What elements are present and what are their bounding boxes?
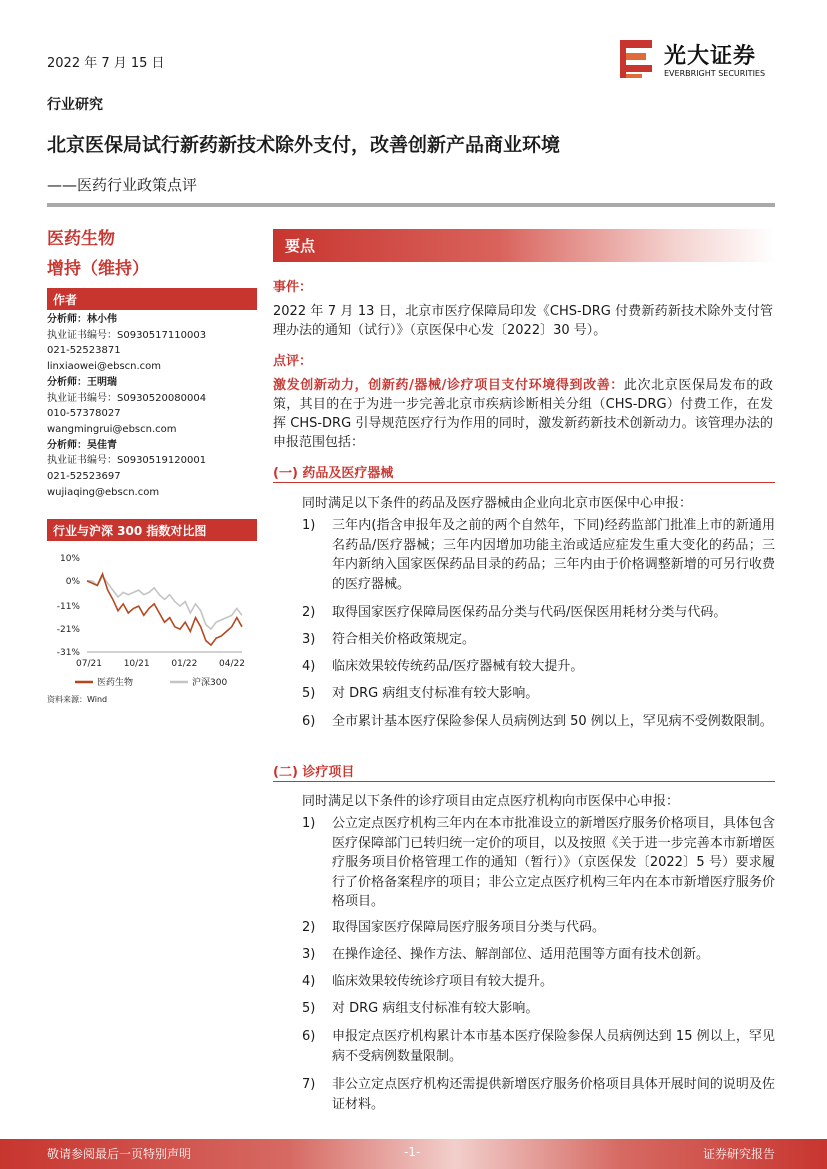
comment-label: 点评： (273, 354, 313, 369)
key-points-title: 要点 (285, 237, 316, 255)
chart-svg (47, 546, 257, 706)
analyst-cert: S0930519120001 (117, 455, 207, 467)
list-item-text: 全市累计基本医疗保险参保人员病例达到 50 例以上，罕见病不受例数限制。 (332, 714, 773, 729)
analyst-email[interactable]: wangmingrui@ebscn.com (47, 423, 177, 435)
author-heading-label: 作者 (53, 293, 78, 307)
list-item-number: 6) (302, 1029, 316, 1044)
comment-highlight: 激发创新动力，创新药/器械/诊疗项目支付环境得到改善： (273, 378, 624, 393)
header-divider (47, 203, 775, 207)
list-item-number: 1) (302, 518, 316, 533)
analyst-cert: S0930520080004 (117, 392, 207, 404)
analyst-name: 林小伟 (87, 314, 117, 325)
list-item-text: 取得国家医疗保障局医保药品分类与代码/医保医用耗材分类与代码。 (332, 605, 727, 620)
analyst-cert: S0930517110003 (117, 329, 207, 341)
y-tick-label: 10% (59, 554, 80, 564)
list-item (302, 516, 775, 594)
x-tick-label: 04/22 (219, 659, 245, 669)
list-item-number: 1) (302, 816, 316, 831)
analyst-cert-label: 执业证书编号： (47, 329, 117, 341)
list-item (302, 999, 775, 1019)
list-item (302, 603, 775, 623)
footer-report-type: 证券研究报告 (703, 1147, 776, 1161)
analyst-name: 王明瑞 (87, 376, 117, 388)
section2-intro: 同时满足以下条件的诊疗项目由定点医疗机构向市医保中心申报： (302, 794, 680, 809)
y-tick-label: -31% (56, 648, 80, 658)
list-item-text: 申报定点医疗机构累计本市基本医疗保险参保人员病例达到 15 例以上，罕见病不受病例数量限制。 (332, 1029, 775, 1064)
list-item (302, 945, 775, 965)
analyst-block (47, 438, 257, 501)
list-item-number: 3) (302, 632, 316, 647)
y-tick-label: -11% (56, 602, 80, 613)
event-text: 2022 年 7 月 13 日，北京市医疗保障局印发《CHS-DRG 付费新药新技术除外支付管理办法的通知（试行）》（京医保中心发〔2022〕30 号）。 (273, 304, 773, 338)
analyst-cert-label: 执业证书编号： (47, 455, 117, 467)
comment-text: 此次北京医保局发布的政策，其目的在于为进一步完善北京市疾病诊断相关分组（CHS-DRG）付费工作，在发挥 CHS-DRG 引导规范医疗行为作用的同时，激发新药新技术创新动力。该管理办法的申报范围包括： (273, 378, 773, 450)
section2-divider (273, 781, 775, 782)
logo-mark-icon (618, 38, 658, 82)
list-item-text: 符合相关价格政策规定。 (332, 632, 476, 647)
analyst-phone: 021-52523871 (47, 345, 121, 357)
list-item (302, 1075, 775, 1114)
logo-text-en: EVERBRIGHT SECURITIES (664, 69, 766, 78)
list-item-number: 2) (302, 920, 316, 935)
analyst-phone: 010-57378027 (47, 408, 121, 420)
list-item-number: 2) (302, 605, 316, 620)
analyst-label: 分析师： (47, 376, 87, 388)
index-comparison-chart (47, 546, 257, 706)
list-item-text: 取得国家医疗保障局医疗服务项目分类与代码。 (332, 920, 606, 935)
list-item-text: 公立定点医疗机构三年内在本市批准设立的新增医疗服务价格项目，具体包含医疗保障部门已转归统一定价的项目，以及按照《关于进一步完善本市新增医疗服务项目价格管理工作的通知（暂行）》（京医保发〔2022〕5 号）要求履行了价格备案程序的项目；非公立定点医疗机构三年内在本市新增医疗服务价格项目。 (332, 816, 775, 909)
list-item (302, 972, 775, 992)
list-item-text: 在操作途径、操作方法、解剖部位、适用范围等方面有技术创新。 (332, 947, 710, 962)
analyst-cert-label: 执业证书编号： (47, 392, 117, 404)
list-item-number: 4) (302, 659, 316, 674)
section2-title: (二) 诊疗项目 (273, 765, 355, 780)
analyst-name: 吴佳青 (87, 439, 117, 451)
chart-source: 资料来源：Wind (47, 695, 108, 704)
report-date: 2022 年 7 月 15 日 (47, 56, 165, 71)
y-tick-label: 0% (65, 576, 80, 587)
report-category: 行业研究 (47, 97, 103, 113)
section1-title: (一) 药品及医疗器械 (273, 466, 394, 481)
list-item (302, 684, 775, 704)
list-item-number: 5) (302, 1001, 316, 1016)
key-points-band (273, 229, 775, 262)
company-logo (618, 38, 778, 82)
y-tick-label: -21% (56, 625, 80, 636)
list-item-text: 对 DRG 病组支付标准有较大影响。 (332, 686, 539, 701)
event-label: 事件： (273, 280, 313, 295)
list-item-number: 3) (302, 947, 316, 962)
chart-heading (47, 519, 257, 541)
list-item-text: 对 DRG 病组支付标准有较大影响。 (332, 1001, 539, 1016)
legend-label: 沪深300 (192, 678, 228, 688)
author-heading (47, 288, 257, 310)
list-item (302, 657, 775, 677)
x-tick-label: 10/21 (123, 659, 150, 669)
list-item-number: 4) (302, 974, 316, 989)
list-item (302, 630, 775, 650)
list-item-number: 7) (302, 1077, 316, 1092)
list-item-number: 6) (302, 714, 316, 729)
analyst-block (47, 312, 257, 375)
section1-intro: 同时满足以下条件的药品及医疗器械由企业向北京市医保中心申报： (302, 496, 693, 511)
sector-name: 医药生物 (47, 229, 115, 249)
list-item (302, 712, 775, 732)
list-item (302, 1027, 775, 1066)
list-item (302, 814, 775, 912)
analyst-phone: 021-52523697 (47, 471, 121, 483)
list-item-text: 临床效果较传统药品/医疗器械有较大提升。 (332, 659, 584, 674)
page-number: -1- (404, 1145, 421, 1159)
chart-heading-label: 行业与沪深 300 指数对比图 (53, 524, 207, 538)
report-subtitle: ——医药行业政策点评 (47, 176, 198, 194)
list-item (302, 918, 775, 938)
analyst-label: 分析师： (47, 439, 87, 451)
legend-label: 医药生物 (97, 678, 134, 688)
series-line-pharma (87, 574, 242, 645)
list-item-text: 非公立定点医疗机构还需提供新增医疗服务价格项目具体开展时间的说明及佐证材料。 (332, 1077, 775, 1112)
list-item-number: 5) (302, 686, 316, 701)
footer-disclaimer[interactable]: 敬请参阅最后一页特别声明 (47, 1147, 192, 1161)
x-tick-label: 01/22 (171, 659, 198, 669)
analyst-email[interactable]: wujiaqing@ebscn.com (47, 486, 160, 498)
list-item-text: 临床效果较传统诊疗项目有较大提升。 (332, 974, 554, 989)
x-tick-label: 07/21 (76, 659, 102, 669)
analyst-email[interactable]: linxiaowei@ebscn.com (47, 361, 162, 373)
sector-rating: 增持（维持） (47, 259, 149, 279)
analyst-label: 分析师： (47, 314, 87, 325)
section1-divider (273, 482, 775, 483)
analyst-list (47, 312, 257, 500)
comment-paragraph (273, 376, 773, 452)
report-title: 北京医保局试行新药新技术除外支付，改善创新产品商业环境 (47, 134, 561, 156)
page-footer (0, 1139, 827, 1169)
list-item-text: 三年内(指含申报年及之前的两个自然年，下同)经药监部门批准上市的新通用名药品/医疗器械；三年内因增加功能主治或适应症发生重大变化的药品；三年内新纳入国家医保药品目录的药品；三年内由于价格调整新增的可另行收费的医疗器械。 (332, 518, 775, 592)
analyst-block (47, 375, 257, 438)
logo-text-cn: 光大证券 (664, 44, 757, 69)
